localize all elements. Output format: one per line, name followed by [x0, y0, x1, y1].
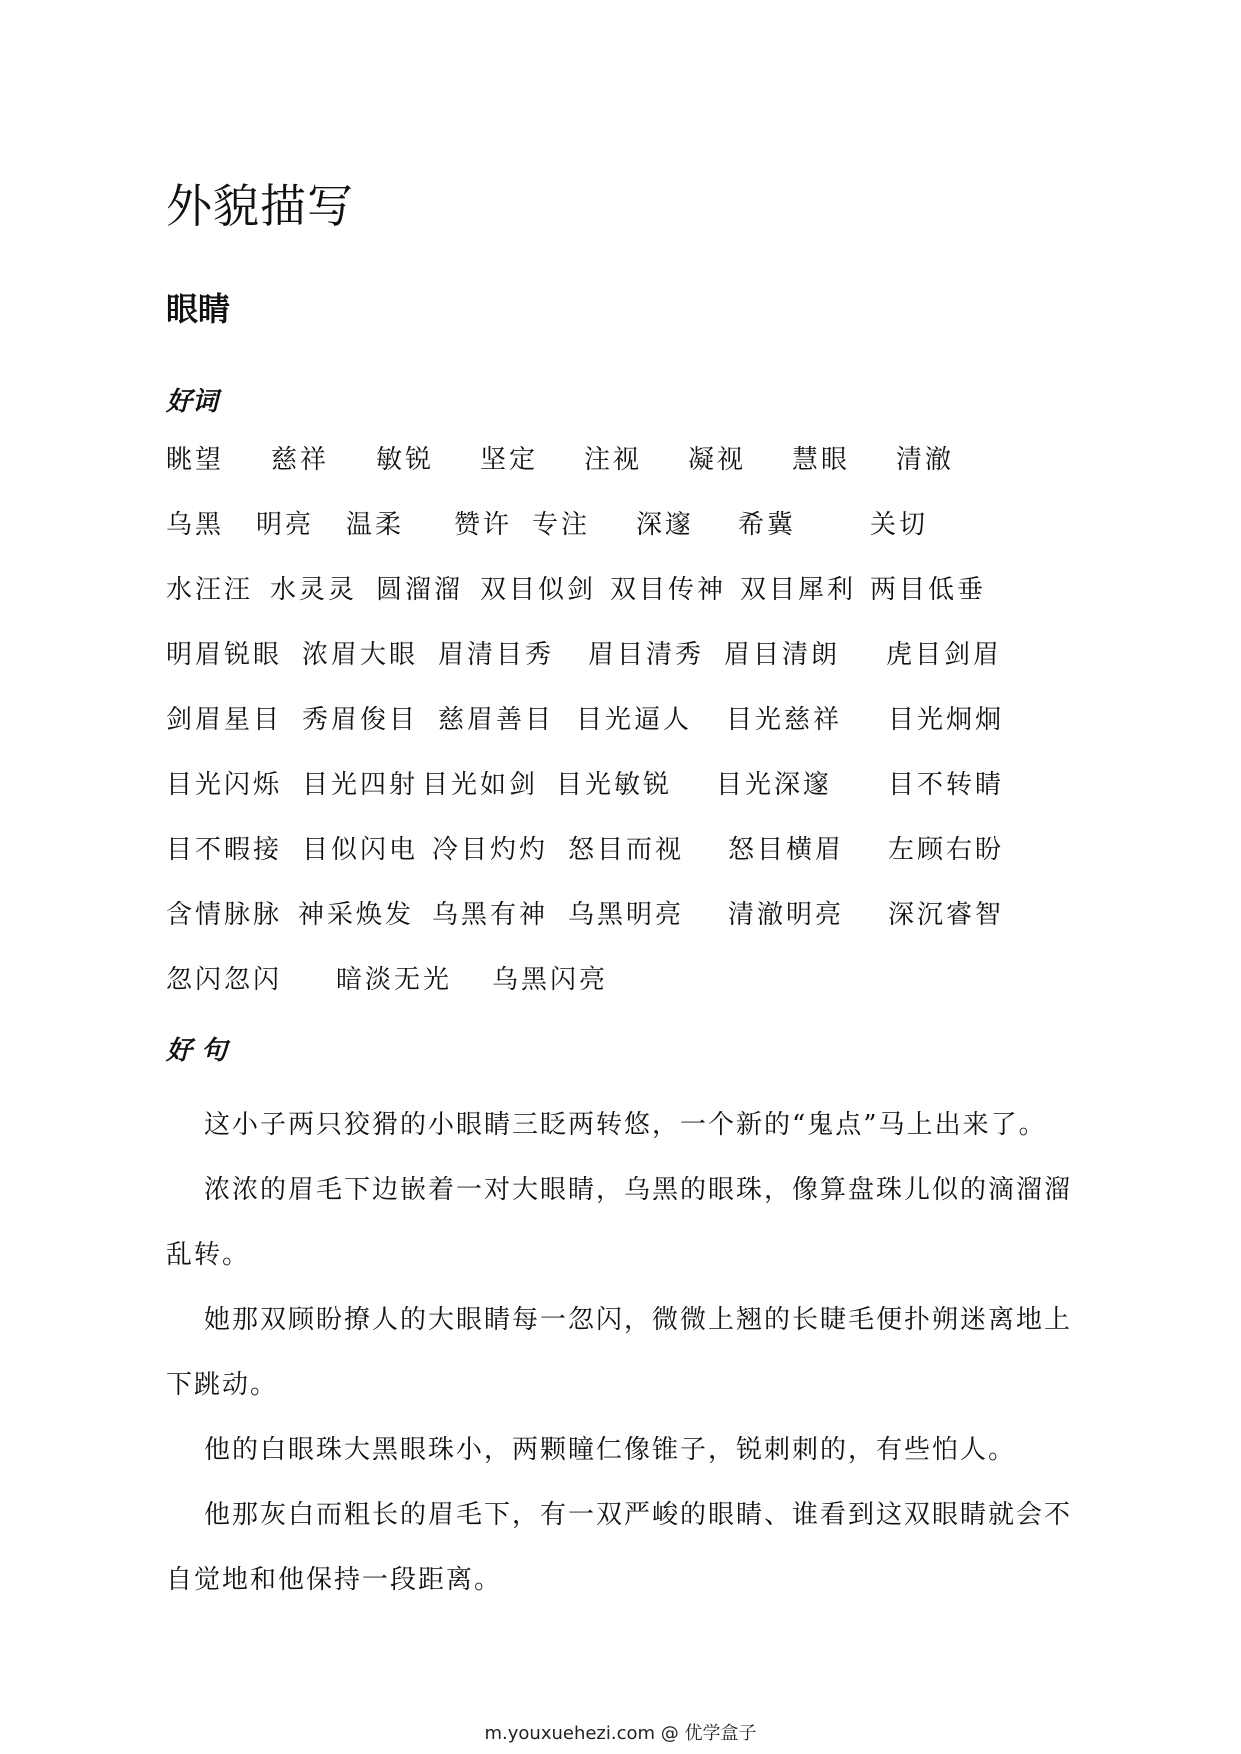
word-item: 慈祥 — [271, 445, 330, 475]
word-row — [166, 440, 1106, 505]
word-item: 冷目灼灼 — [432, 835, 549, 865]
word-item: 眉目清秀 — [588, 640, 705, 670]
word-item: 目不暇接 — [166, 835, 283, 865]
word-item: 暗淡无光 — [336, 965, 453, 995]
word-item: 关切 — [870, 510, 929, 540]
good-words-heading: 好词 — [166, 387, 219, 417]
word-item: 目似闪电 — [302, 835, 419, 865]
word-item: 含情脉脉 — [166, 900, 283, 930]
word-item: 目不转睛 — [888, 770, 1005, 800]
word-row — [166, 765, 1106, 830]
word-row — [166, 895, 1106, 960]
word-list — [166, 440, 1106, 1025]
word-row — [166, 700, 1106, 765]
word-row — [166, 505, 1106, 570]
word-item: 眉目清朗 — [724, 640, 841, 670]
word-item: 目光慈祥 — [726, 705, 843, 735]
word-item: 坚定 — [480, 445, 539, 475]
word-item: 慈眉善目 — [438, 705, 555, 735]
sentence-list — [166, 1093, 1092, 1613]
word-item: 怒目横眉 — [728, 835, 845, 865]
word-item: 深邃 — [636, 510, 695, 540]
sentence-paragraph: 他那灰白而粗长的眉毛下，有一双严峻的眼睛、谁看到这双眼睛就会不自觉地和他保持一段距离。 — [166, 1500, 1073, 1595]
word-item: 剑眉星目 — [166, 705, 283, 735]
word-item: 目光炯炯 — [888, 705, 1005, 735]
word-item: 双目传神 — [610, 575, 727, 605]
word-item: 慧眼 — [792, 445, 851, 475]
footer-watermark: m.youxuehezi.com @ 优学盒子 — [484, 1723, 757, 1744]
word-item: 赞许 — [454, 510, 513, 540]
word-item: 目光深邃 — [716, 770, 833, 800]
word-row — [166, 960, 1106, 1025]
word-item: 乌黑闪亮 — [492, 965, 609, 995]
word-item: 乌黑明亮 — [568, 900, 685, 930]
word-item: 目光四射 — [302, 770, 419, 800]
word-item: 浓眉大眼 — [302, 640, 419, 670]
word-item: 乌黑有神 — [432, 900, 549, 930]
word-item: 双目犀利 — [740, 575, 857, 605]
section-heading: 眼睛 — [166, 290, 231, 328]
word-item: 水灵灵 — [270, 575, 358, 605]
word-item: 目光闪烁 — [166, 770, 283, 800]
word-item: 虎目剑眉 — [886, 640, 1003, 670]
sentence-paragraph: 这小子两只狡猾的小眼睛三眨两转悠，一个新的“鬼点”马上出来了。 — [204, 1110, 1047, 1140]
word-item: 明亮 — [256, 510, 315, 540]
word-row — [166, 570, 1106, 635]
word-item: 左顾右盼 — [888, 835, 1005, 865]
word-item: 明眉锐眼 — [166, 640, 283, 670]
word-item: 乌黑 — [166, 510, 225, 540]
page-title: 外貌描写 — [166, 179, 354, 233]
word-item: 敏锐 — [376, 445, 435, 475]
sentence-paragraph: 浓浓的眉毛下边嵌着一对大眼睛，乌黑的眼珠，像算盘珠儿似的滴溜溜乱转。 — [166, 1175, 1073, 1270]
word-item: 眉清目秀 — [438, 640, 555, 670]
word-item: 注视 — [584, 445, 643, 475]
word-item: 目光逼人 — [576, 705, 693, 735]
word-item: 专注 — [532, 510, 591, 540]
word-item: 忽闪忽闪 — [166, 965, 283, 995]
word-item: 温柔 — [346, 510, 405, 540]
word-item: 眺望 — [166, 445, 225, 475]
good-sentences-heading: 好 句 — [166, 1036, 228, 1066]
word-item: 圆溜溜 — [376, 575, 464, 605]
word-item: 目光如剑 — [422, 770, 539, 800]
word-item: 清澈明亮 — [728, 900, 845, 930]
word-row — [166, 635, 1106, 700]
word-item: 水汪汪 — [166, 575, 254, 605]
sentence-paragraph: 她那双顾盼撩人的大眼睛每一忽闪，微微上翘的长睫毛便扑朔迷离地上下跳动。 — [166, 1305, 1073, 1400]
word-item: 双目似剑 — [480, 575, 597, 605]
word-item: 怒目而视 — [568, 835, 685, 865]
word-row — [166, 830, 1106, 895]
word-item: 凝视 — [688, 445, 747, 475]
word-item: 目光敏锐 — [556, 770, 673, 800]
word-item: 秀眉俊目 — [302, 705, 419, 735]
word-item: 希冀 — [738, 510, 797, 540]
word-item: 清澈 — [896, 445, 955, 475]
word-item: 深沉睿智 — [888, 900, 1005, 930]
word-item: 两目低垂 — [870, 575, 987, 605]
word-item: 神采焕发 — [298, 900, 415, 930]
sentence-paragraph: 他的白眼珠大黑眼珠小，两颗瞳仁像锥子，锐刺刺的，有些怕人。 — [204, 1435, 1017, 1465]
